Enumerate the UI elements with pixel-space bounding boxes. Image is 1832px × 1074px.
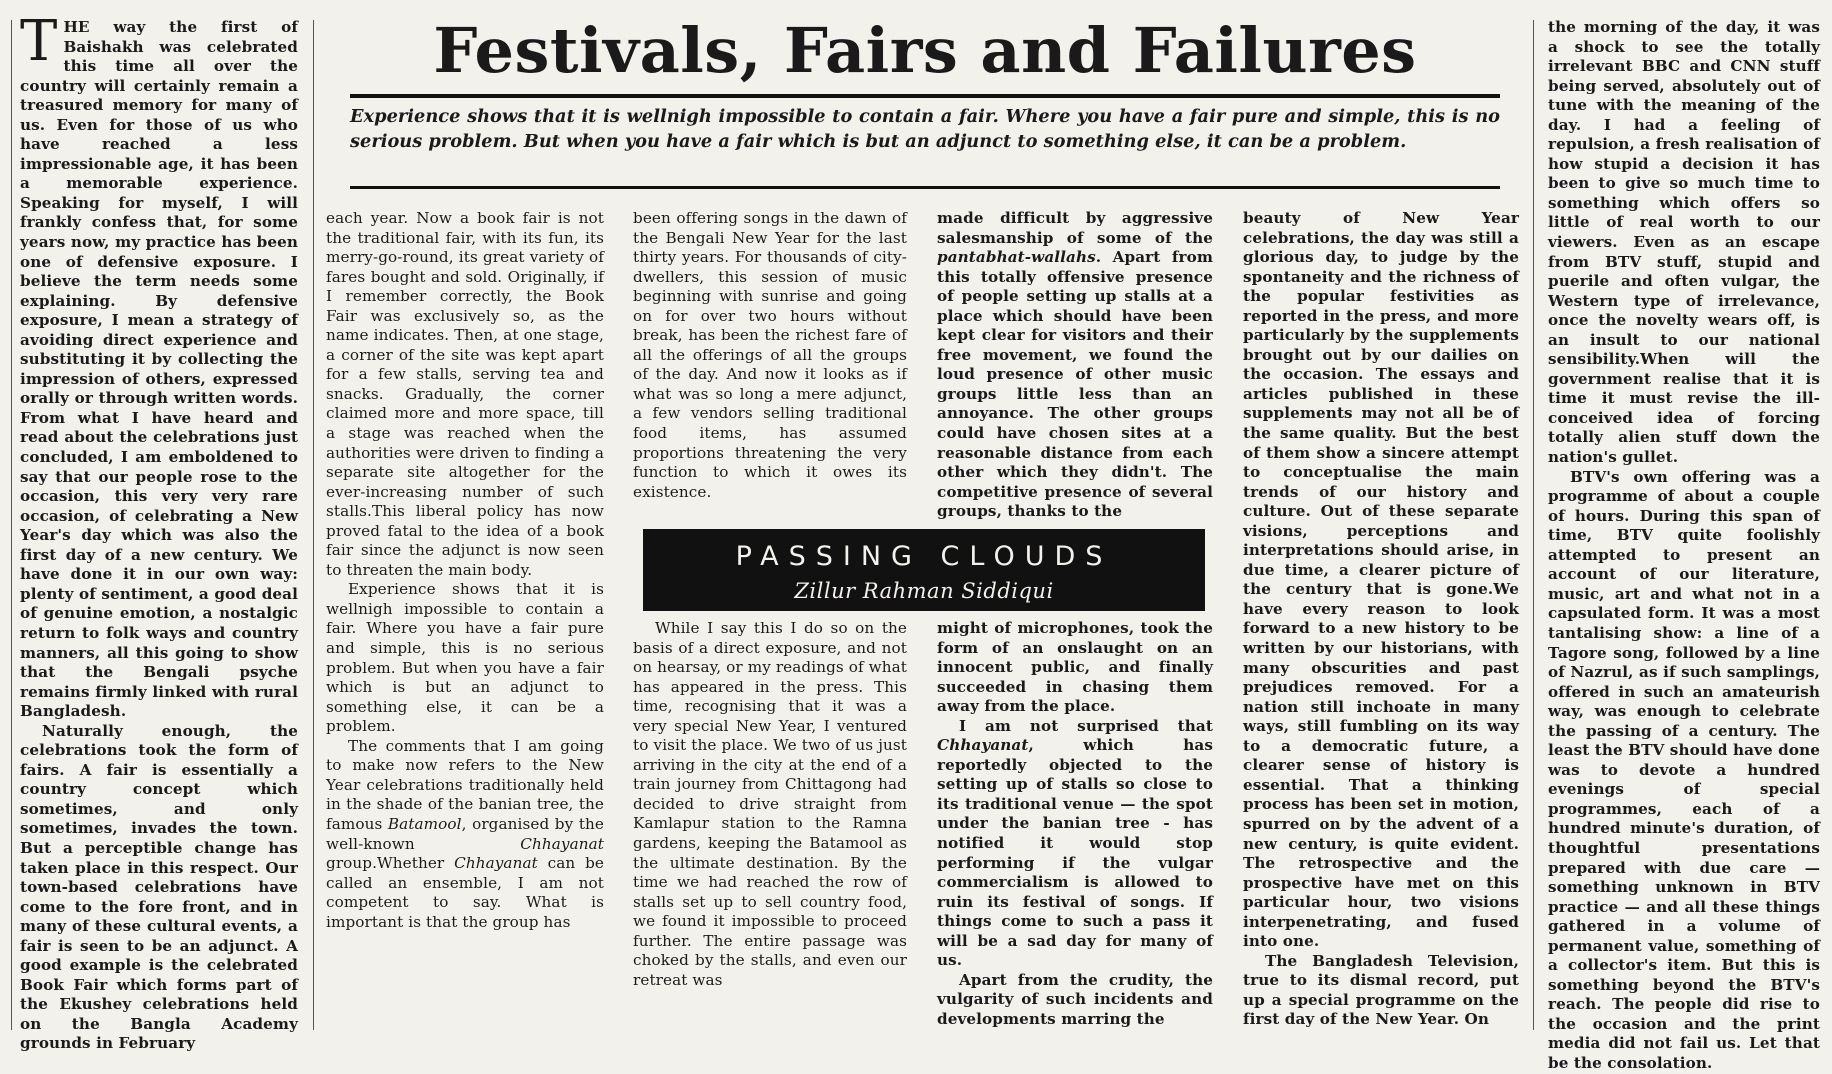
paragraph-text: can be called an ensemble, I am not competent to say. What is important is that the group has [326,854,604,931]
column-banner-author: Zillur Rahman Siddiqui [794,579,1054,603]
article-column-3-bottom [633,619,907,1029]
paragraph: been offering songs in the dawn of the Bengali New Year for the last thirty years. For thousands of city-dwellers, this session of music beginning with sunrise and going on for over two hours without break, has been the richest fare of all the offerings of all the groups of the day. And now it looks as if what was so long a mere adjunct, a few vendors selling traditional food items, has assumed proportions threatening the very function to which it owes its existence. [633,209,907,501]
emphasis: Chhayanat [454,854,538,873]
paragraph: Naturally enough, the celebrations took the form of fairs. A fair is essentially a country concept which sometimes, and only sometimes, invades the town. But a perceptible change has taken place in this respect. Our town-based celebrations have come to the fore front, and in many of these cultural events, a fair is seen to be an adjunct. A good example is the celebrated Book Fair which forms part of the Ekushey celebrations held on the Bangla Academy grounds in February [20,721,298,1053]
paragraph-text: . Apart from this totally offensive presence of people setting up stalls at a place which should have been kept clear for visitors and their free movement, we found the loud presence of other music groups little less than an annoyance. The other groups could have chosen sites at a reasonable distance from each other which they didn't. The competitive presence of several groups, thanks to the [937,248,1213,521]
article-column-4-top [937,209,1213,617]
headline: Festivals, Fairs and Failures [433,14,1417,87]
paragraph [937,209,1213,522]
paragraph-text: HE way the first of Baishakh was celebrated this time all over the country will certainly remain a treasured memory for many of us. Even for those of us who have reached a less impressionable age, it has been a memorable experience. Speaking for myself, I will frankly confess that, for some years now, my practice has been one of defensive exposure. I believe the term needs some explaining. By defensive exposure, I mean a strategy of avoiding direct experience and substituting it by collecting the impression of others, expressed orally or through written words. From what I have heard and read about the celebrations just concluded, I am emboldened to say that our people rose to the occasion, this very very rare occasion, of celebrating a New Year's day which was also the first day of a new century. We have done it in our own way: plenty of sentiment, a good deal of genuine emotion, a nostalgic return to folk ways and country manners, all this going to show that the Bengali psyche remains firmly linked with rural Bangladesh. [20,18,298,721]
paragraph-text: made difficult by aggressive salesmanship of some of the [937,209,1213,247]
article-column-3-top [633,209,907,525]
paragraph: the morning of the day, it was a shock to see the totally irrelevant BBC and CNN stuff being served, absolutely out of tune with the meaning of the day. I had a feeling of repulsion, a fresh realisation of how stupid a decision it has been to give so much time to something which offers so little of real worth to our viewers. Even as an escape from BTV stuff, stupid and puerile and often vulgar, the Western type of irrelevance, once the novelty wears off, is an insult to our national sensibility.When will the government realise that it is time it must revise the ill-conceived idea of forcing totally alien stuff down the nation's gullet. [1548,18,1821,467]
headline-rule-bottom [350,186,1500,189]
paragraph: Apart from the crudity, the vulgarity of such incidents and developments marring the [937,970,1213,1028]
emphasis: Batamool [387,814,462,833]
emphasis: pantabhat-wallahs [937,248,1096,267]
emphasis: Chhayanat [937,736,1029,755]
paragraph: The Bangladesh Television, true to its dismal record, put up a special programme on the first day of the New Year. On [1243,951,1519,1029]
column-rule [1533,20,1534,1030]
paragraph: beauty of New Year celebrations, the day was still a glorious day, to judge by the spontaneity and the richness of the popular festivities as reported in the press, and more particularly by the supplements brought out by our dailies on the occasion. The essays and articles published in these supplements may not all be of the same quality. But the best of them show a sincere attempt to conceptualise the main trends of our history and culture. Out of these separate visions, perceptions and interpretations should arise, in due time, a clearer picture of the century that is gone.We have every reason to look forward to a new history to be written by our historians, with many obscurities and past prejudices removed. For a nation still inchoate in many ways, still fumbling on its way to a democratic future, a clearer sense of history is essential. That a thinking process has been set in motion, spurred on by the advent of a new century, is quite evident. The retrospective and the prospective have met on this particular hour, two visions interpenetrating, and fused into one. [1243,209,1519,951]
drop-cap: T [20,9,58,74]
article-column-1 [20,9,298,1053]
paragraph: BTV's own offering was a programme of about a couple of hours. During this span of time, BTV quite foolishly attempted to present an account of our literature, music, art and what not in a capsulated form. It was a most tantalising show: a line of a Tagore song, followed by a line of Nazrul, as if such samplings, offered in such an amateurish way, was enough to celebrate the passing of a century. The least the BTV should have done was to devote a hundred evenings of special programmes, each of a hundred minute's duration, of thoughtful presentations prepared with due care — something unknown in BTV practice — and all these things gathered in a volume of permanent value, something of a collector's item. But this is something beyond the BTV's reach. The people did rise to the occasion and the print media did not fail us. Let that be the consolation. [1548,467,1820,1072]
column-rule [11,20,12,1030]
article-column-4-bottom [937,619,1213,1029]
paragraph-text: , organised by the well-known [326,814,604,853]
paragraph: each year. Now a book fair is not the traditional fair, with its fun, its merry-go-round, its great variety of fares bought and sold. Originally, if I remember correctly, the Book Fair was exclusively so, as the name indicates. Then, at one stage, a corner of the site was kept apart for a few stalls, serving tea and snacks. Gradually, the corner claimed more and more space, till a stage was reached when the authorities were driven to finding a separate site altogether for the ever-increasing number of such stalls.This liberal policy has now proved fatal to the idea of a book fair since the adjunct is now seen to threaten the main body. [326,209,604,579]
deck: Experience shows that it is wellnigh impossible to contain a fair. Where you have a fair pure and simple, this is no serious problem. But when you have a fair which is but an adjunct to something else, it can be a problem. [350,106,1500,152]
emphasis: Chhayanat [520,834,604,853]
article-column-2 [326,209,604,1029]
headline-rule-top [350,94,1500,98]
paragraph [326,737,604,932]
column-banner-title: PASSING CLOUDS [735,541,1113,572]
article-column-5 [1243,209,1519,1029]
paragraph-text: group.Whether [326,854,455,873]
paragraph: While I say this I do so on the basis of a direct exposure, and not on hearsay, or my readings of what has appeared in the press. This time, recognising that it was a very special New Year, I ventured to visit the place. We two of us just arriving in the city at the end of a train journey from Chittagong had decided to drive straight from Kamlapur station to the Ramna gardens, keeping the Batamool as the ultimate destination. By the time we had reached the row of stalls set up to sell country food, we found it impossible to proceed further. The entire passage was choked by the stalls, and even our retreat was [633,619,907,989]
column-rule [313,20,314,1030]
paragraph [937,717,1213,971]
article-column-6 [1548,18,1821,1072]
paragraph-text: , which has reportedly objected to the setting up of stalls so close to its traditional venue — the spot under the banian tree - has notified it would stop performing if the vulgar commercialism is allowed to ruin its festival of songs. If things come to such a pass it will be a sad day for many of us. [937,736,1213,970]
paragraph [20,9,298,722]
paragraph-text: I am not surprised that [959,716,1213,735]
paragraph-text: The comments that I am going to make now refers to the New Year celebrations traditionally held in the shade of the banian tree, the famous [326,736,604,833]
paragraph: Experience shows that it is wellnigh impossible to contain a fair. Where you have a fair pure and simple, this is no serious problem. But when you have a fair which is but an adjunct to something else, it can be a problem. [326,580,604,736]
paragraph: might of microphones, took the form of an onslaught on an innocent public, and finally succeeded in chasing them away from the place. [937,619,1213,716]
